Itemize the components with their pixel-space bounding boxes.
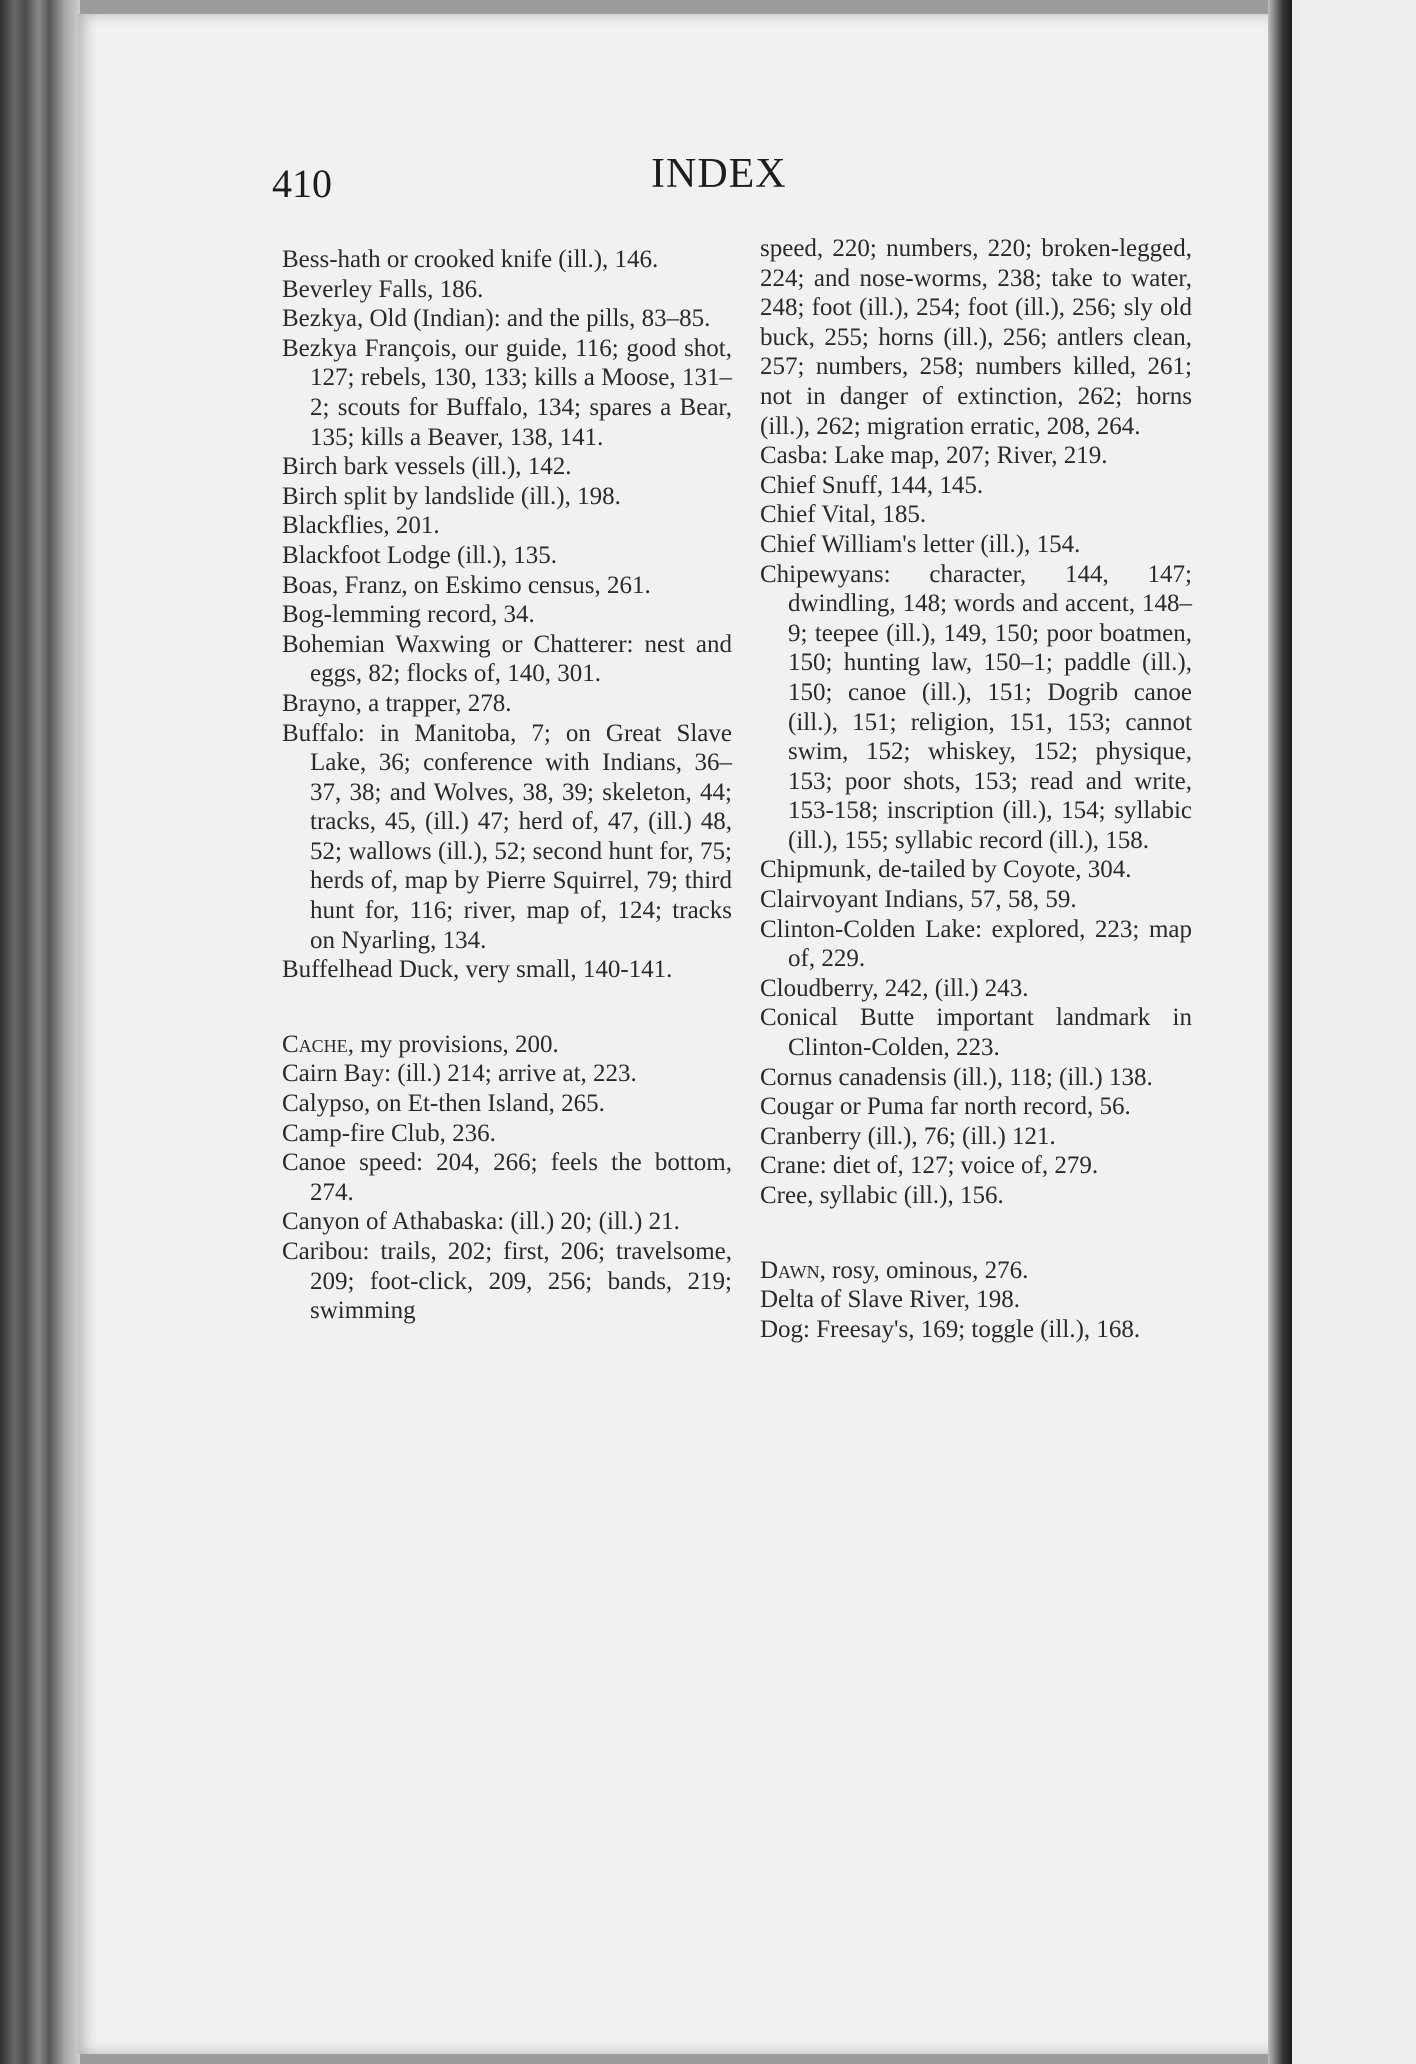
index-entry: [282, 245, 732, 275]
index-entry: [282, 1059, 732, 1089]
index-entry: [282, 334, 732, 452]
index-entry: [282, 1089, 732, 1119]
book-spine-edge: [0, 0, 80, 2064]
index-entry: [282, 630, 732, 689]
index-entry-text: , rosy, ominous, 276.: [819, 1256, 1029, 1284]
index-entry: [282, 571, 732, 601]
index-entry: [760, 1315, 1192, 1345]
index-entry: [282, 1030, 732, 1060]
letter-section-break: [282, 985, 732, 1030]
index-entry-text: Birch bark vessels (ill.), 142.: [282, 453, 572, 481]
index-entry-lead: Dawn: [760, 1256, 820, 1284]
index-entry: [760, 234, 1192, 441]
index-entry: [760, 1122, 1192, 1152]
index-entry-text: Cornus canadensis (ill.), 118; (ill.) 138.: [760, 1063, 1153, 1091]
index-entry-text: Chief Snuff, 144, 145.: [760, 471, 984, 499]
index-entry-text: Chief William's letter (ill.), 154.: [760, 530, 1081, 558]
index-entry: [282, 1148, 732, 1207]
index-entry-text: Cree, syllabic (ill.), 156.: [760, 1182, 1004, 1209]
index-entry: [282, 1237, 732, 1326]
page-gutter: [1268, 0, 1292, 2064]
index-entry-text: Chipmunk, de-tailed by Coyote, 304.: [760, 856, 1132, 884]
index-entry-text: Caribou: trails, 202; first, 206; travelsome, 209; foot-click, 209, 256; bands, 219; swimming: [282, 1238, 732, 1325]
index-entry: [760, 885, 1192, 915]
index-entry: [760, 1256, 1192, 1286]
index-entry: [760, 1181, 1192, 1211]
index-entry-text: Conical Butte important landmark in Clinton-Colden, 223.: [760, 1004, 1192, 1062]
index-entry: [760, 530, 1192, 560]
index-entry: [282, 955, 732, 985]
index-entry: [760, 471, 1192, 501]
index-entry-text: Cairn Bay: (ill.) 214; arrive at, 223.: [282, 1060, 637, 1088]
index-entry: [760, 500, 1192, 530]
index-entry: [282, 600, 732, 630]
index-entry: [282, 719, 732, 956]
index-entry: [760, 974, 1192, 1004]
index-entry: [760, 1063, 1192, 1093]
index-entry-text: Bog-lemming record, 34.: [282, 601, 535, 629]
index-entry-text: Brayno, a trapper, 278.: [282, 689, 512, 717]
index-entry-text: Chipewyans: character, 144, 147; dwindling, 148; words and accent, 148–9; teepee (ill.), 149, 150; poor boatmen, 150; hunting law, 150–1; paddle (ill.), 150; canoe (ill.), 151; Dogrib canoe (ill.), 151; religion, 151, 153; cannot swim, 152; whiskey, 152; physique, 153; poor shots, 153; read and write, 153-158; inscription (ill.), 154; syllabic (ill.), 155; syllabic record (ill.), 158.: [760, 560, 1192, 854]
index-entry-text: Blackfoot Lodge (ill.), 135.: [282, 541, 557, 569]
index-entry: [760, 1151, 1192, 1181]
index-entry: [282, 511, 732, 541]
index-entry-text: Clairvoyant Indians, 57, 58, 59.: [760, 886, 1077, 914]
index-entry-text: , my provisions, 200.: [347, 1030, 559, 1058]
index-entry: [282, 1207, 732, 1237]
index-entry: [282, 541, 732, 571]
index-entry-text: Calypso, on Et-then Island, 265.: [282, 1090, 605, 1118]
index-entry-text: Camp-fire Club, 236.: [282, 1119, 496, 1147]
index-entry-text: Buffelhead Duck, very small, 140-141.: [282, 956, 673, 984]
index-entry-text: Dog: Freesay's, 169; toggle (ill.), 168.: [760, 1315, 1141, 1343]
index-entry-text: Cranberry (ill.), 76; (ill.) 121.: [760, 1122, 1056, 1150]
index-entry: [282, 1119, 732, 1149]
index-entry-text: Blackflies, 201.: [282, 512, 440, 540]
index-entry-text: Clinton-Colden Lake: explored, 223; map of, 229.: [760, 915, 1192, 973]
index-entry-text: Casba: Lake map, 207; River, 219.: [760, 442, 1108, 470]
index-entry-text: Crane: diet of, 127; voice of, 279.: [760, 1152, 1099, 1180]
index-entry: [760, 441, 1192, 471]
index-entry: [760, 1092, 1192, 1122]
index-entry-text: Cloudberry, 242, (ill.) 243.: [760, 974, 1029, 1002]
index-entry: [760, 855, 1192, 885]
letter-section-break: [760, 1211, 1192, 1256]
index-entry-text: Canyon of Athabaska: (ill.) 20; (ill.) 21.: [282, 1208, 680, 1236]
index-entry-text: speed, 220; numbers, 220; broken-legged, 224; and nose-worms, 238; take to water, 248; foot (ill.), 254; foot (ill.), 256; sly old buck, 255; horns (ill.), 256; antlers clean, 257; numbers, 258; numbers killed, 261; not in danger of extinction, 262; horns (ill.), 262; migration erratic, 208, 264.: [760, 235, 1192, 440]
index-entry: [760, 915, 1192, 974]
index-entry: [282, 275, 732, 305]
index-entry-text: Cougar or Puma far north record, 56.: [760, 1093, 1131, 1121]
page-title: INDEX: [651, 151, 787, 197]
index-entry-text: Chief Vital, 185.: [760, 501, 927, 529]
index-entry: [760, 560, 1192, 856]
index-entry-text: Bezkya François, our guide, 116; good shot, 127; rebels, 130, 133; kills a Moose, 131–2; scouts for Buffalo, 134; spares a Bear, 135; kills a Beaver, 138, 141.: [282, 334, 732, 451]
index-entry: [282, 689, 732, 719]
index-entry: [282, 482, 732, 512]
index-entry-text: Canoe speed: 204, 266; feels the bottom, 274.: [282, 1149, 732, 1206]
index-entry-text: Buffalo: in Manitoba, 7; on Great Slave Lake, 36; conference with Indians, 36–37, 38; and Wolves, 38, 39; skeleton, 44; tracks, 45, (ill.) 47; herd of, 47, (ill.) 48, 52; wallows (ill.), 52; second hunt for, 75; herds of, map by Pierre Squirrel, 79; third hunt for, 116; river, map of, 124; tracks on Nyarling, 134.: [282, 719, 732, 954]
index-column-right: [760, 234, 1192, 1344]
index-column-left: [282, 245, 732, 1326]
index-entry-text: Bezkya, Old (Indian): and the pills, 83–85.: [282, 305, 711, 333]
index-entry-text: Bess-hath or crooked knife (ill.), 146.: [282, 246, 659, 273]
index-entry: [760, 1285, 1192, 1315]
index-entry-text: Bohemian Waxwing or Chatterer: nest and eggs, 82; flocks of, 140, 301.: [282, 630, 732, 688]
facing-page-edge: [1292, 0, 1416, 2064]
page-number: 410: [272, 161, 332, 206]
index-entry: [760, 1003, 1192, 1062]
index-entry-text: Birch split by landslide (ill.), 198.: [282, 482, 621, 510]
index-entry: [282, 452, 732, 482]
index-entry: [282, 304, 732, 334]
index-entry-lead: Cache: [282, 1030, 348, 1058]
index-entry-text: Boas, Franz, on Eskimo census, 261.: [282, 571, 651, 599]
index-entry-text: Beverley Falls, 186.: [282, 275, 484, 303]
index-entry-text: Delta of Slave River, 198.: [760, 1286, 1021, 1314]
